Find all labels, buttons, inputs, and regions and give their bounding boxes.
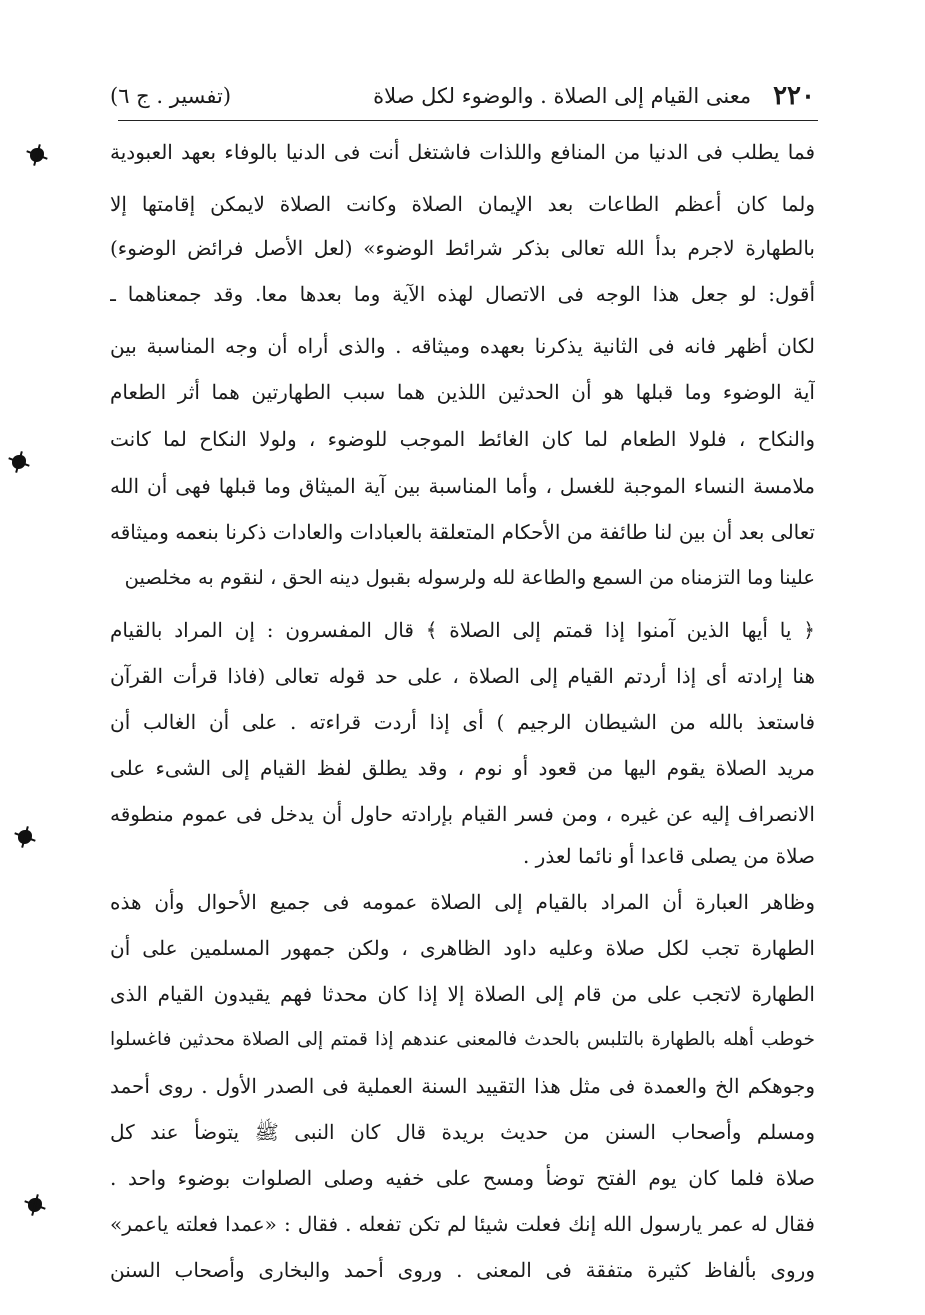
scan-speck — [30, 148, 44, 162]
text-line: هنا إرادته أى إذا أردتم القيام إلى الصلاة ، على حد قوله تعالى (فاذا قرأت القرآن — [110, 664, 815, 688]
text-line: أقول: لو جعل هذا الوجه فى الاتصال لهذه الآية وما بعدها معا. وقد جمعناهما ـ — [110, 282, 815, 306]
text-line: خوطب أهله بالطهارة بالتلبس بالحدث فالمعنى عندهم إذا قمتم إلى الصلاة محدثين فاغسلوا — [110, 1029, 815, 1050]
text-line: صلاة من يصلى قاعدا أو نائما لعذر . — [522, 844, 815, 868]
text-line: وظاهر العبارة أن المراد بالقيام إلى الصلاة عمومه فى جميع الأحوال وأن هذه — [110, 890, 815, 914]
text-line: وجوهكم الخ والعمدة فى مثل هذا التقييد السنة العملية فى الصدر الأول . روى أحمد — [110, 1074, 815, 1098]
text-line: الانصراف إليه عن غيره ، ومن فسر القيام بإرادته حاول أن يدخل فى عموم منطوقه — [110, 802, 815, 826]
text-line: تعالى بعد أن بين لنا طائفة من الأحكام المتعلقة بالعبادات والعادات ذكرنا بنعمه وميثاقه — [110, 520, 815, 544]
text-line: ملامسة النساء الموجبة للغسل ، وأما المناسبة بين آية الميثاق وما قبلها فهى أن الله — [110, 474, 815, 498]
text-line: لكان أظهر فانه فى الثانية يذكرنا بعهده وميثاقه . والذى أراه أن وجه المناسبة بين — [110, 334, 815, 358]
text-line: الطهارة تجب لكل صلاة وعليه داود الظاهرى ، ولكن جمهور المسلمين على أن — [110, 936, 815, 960]
text-line: ومسلم وأصحاب السنن من حديث بريدة قال كان النبى ﷺ يتوضأ عند كل — [110, 1120, 815, 1144]
text-line: علينا وما التزمناه من السمع والطاعة لله ولرسوله بقبول دينه الحق ، لنقوم به مخلصين — [124, 566, 815, 589]
page-number: ٢٢٠ — [773, 81, 815, 111]
scan-speck — [12, 455, 26, 469]
scan-speck — [18, 830, 32, 844]
page-header — [110, 78, 815, 114]
scan-speck — [28, 1198, 42, 1212]
text-line: وروى بألفاظ كثيرة متفقة فى المعنى . وروى أحمد والبخارى وأصحاب السنن — [110, 1258, 815, 1282]
header-rule — [118, 120, 818, 121]
text-line: آية الوضوء وما قبلها هو أن الحدثين اللذين هما سبب الطهارتين هما أثر الطعام — [110, 380, 815, 404]
text-line: فاستعذ بالله من الشيطان الرجيم ) أى إذا أردت قراءته . على أن الغالب أن — [110, 710, 815, 734]
text-line: فما يطلب فى الدنيا من المنافع واللذات فاشتغل أنت فى الدنيا بالوفاء بعهد العبودية — [110, 140, 815, 164]
text-line: مريد الصلاة يقوم اليها من قعود أو نوم ، وقد يطلق لفظ القيام إلى الشىء على — [110, 756, 815, 780]
text-line: ﴿ يا أيها الذين آمنوا إذا قمتم إلى الصلاة ﴾ قال المفسرون : إن المراد بالقيام — [110, 618, 815, 642]
text-line: صلاة فلما كان يوم الفتح توضأ ومسح على خفيه وصلى الصلوات بوضوء واحد . — [110, 1166, 815, 1190]
text-line: الطهارة لاتجب على من قام إلى الصلاة إلا إذا كان محدثا فهم يقيدون القيام الذى — [110, 982, 815, 1006]
text-line: والنكاح ، فلولا الطعام لما كان الغائط الموجب للوضوء ، ولولا النكاح لما كانت — [110, 427, 815, 451]
text-line: ولما كان أعظم الطاعات بعد الإيمان الصلاة وكانت الصلاة لايمكن إقامتها إلا — [110, 192, 815, 216]
text-line: فقال له عمر يارسول الله إنك فعلت شيئا لم تكن تفعله . فقال : «عمدا فعلته ياعمر» — [110, 1212, 815, 1236]
volume-reference: (تفسير . ج ٦) — [110, 84, 232, 108]
text-line: بالطهارة لاجرم بدأ الله تعالى بذكر شرائط الوضوء» (لعل الأصل فرائض الوضوء) — [110, 236, 815, 260]
running-title: معنى القيام إلى الصلاة . والوضوء لكل صلاة — [373, 84, 752, 108]
